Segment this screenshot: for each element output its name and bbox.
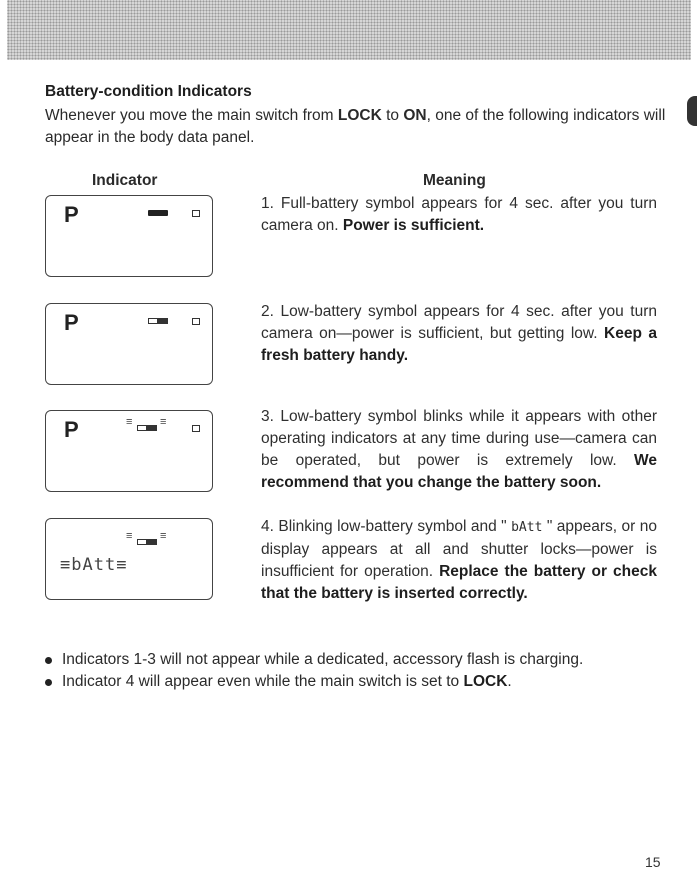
intro-text-1: Whenever you move the main switch from	[45, 107, 338, 124]
note-text-after: .	[507, 673, 512, 690]
lcd-panel-1	[45, 195, 213, 277]
meaning-item-1	[261, 193, 657, 237]
indicator-column-header: Indicator	[92, 172, 158, 189]
frame-square-icon	[192, 318, 200, 325]
lcd-panel-2	[45, 303, 213, 385]
batt-display-text: ≡bAtt≡	[60, 555, 128, 575]
blink-marks-icon: ≡	[126, 530, 132, 542]
lcd-panel-3	[45, 410, 213, 492]
note-item	[45, 671, 685, 693]
note-text: Indicator 4 will appear even while the main switch is set to	[62, 673, 464, 690]
full-battery-icon	[148, 210, 168, 216]
intro-lock: LOCK	[337, 107, 382, 124]
intro-on: ON	[403, 107, 427, 124]
intro-text-2: to	[381, 107, 404, 124]
frame-square-icon	[192, 425, 200, 432]
item-emphasis: Replace the battery or check that the battery is inserted correctly.	[261, 563, 657, 602]
meaning-item-2	[261, 301, 657, 367]
mode-p-label: P	[64, 202, 79, 227]
header-band	[7, 0, 691, 60]
blink-marks-icon: ≡	[160, 530, 166, 542]
bullet-icon	[45, 679, 52, 686]
item-text: 1. Full-battery symbol appears for 4 sec. after you turn camera on.	[261, 195, 657, 234]
page-number: 15	[645, 854, 661, 870]
blink-marks-icon: ≡	[160, 416, 166, 428]
item-code: bAtt	[511, 520, 543, 535]
low-battery-blinking-icon	[137, 539, 157, 545]
notes-list	[45, 649, 685, 693]
item-emphasis: Power is sufficient.	[342, 217, 485, 234]
blink-marks-icon: ≡	[126, 416, 132, 428]
meaning-column-header: Meaning	[423, 172, 486, 189]
low-battery-icon	[148, 318, 168, 324]
mode-p-label: P	[64, 417, 79, 442]
meaning-item-4	[261, 516, 657, 605]
item-text: " appears, or no display appears at all and shutter locks—power is insufficient for operation.	[261, 518, 657, 580]
item-emphasis: We recommend that you change the battery soon.	[261, 452, 657, 491]
thumb-tab-marker	[687, 96, 697, 126]
intro-text-3: , one of the following indicators will appear in the body data panel.	[45, 107, 666, 146]
item-emphasis: Keep a fresh battery handy.	[261, 325, 657, 364]
low-battery-blinking-icon	[137, 425, 157, 431]
item-text: 3. Low-battery symbol blinks while it appears with other operating indicators at any time during use—camera can be operated, but power is extremely low.	[261, 408, 657, 469]
item-text: 4. Blinking low-battery symbol and "	[261, 518, 512, 535]
item-text: 2. Low-battery symbol appears for 4 sec. after you turn camera on—power is sufficient, but getting low.	[261, 303, 657, 342]
bullet-icon	[45, 657, 52, 664]
section-title: Battery-condition Indicators	[45, 83, 252, 100]
note-text: Indicators 1-3 will not appear while a dedicated, accessory flash is charging.	[62, 651, 584, 668]
meaning-item-3	[261, 406, 657, 494]
batt-code: bAtt	[71, 555, 117, 575]
intro-paragraph	[45, 105, 675, 149]
lcd-panel-4	[45, 518, 213, 600]
note-emphasis: LOCK	[463, 673, 508, 690]
mode-p-label: P	[64, 310, 79, 335]
frame-square-icon	[192, 210, 200, 217]
note-item	[45, 649, 685, 671]
